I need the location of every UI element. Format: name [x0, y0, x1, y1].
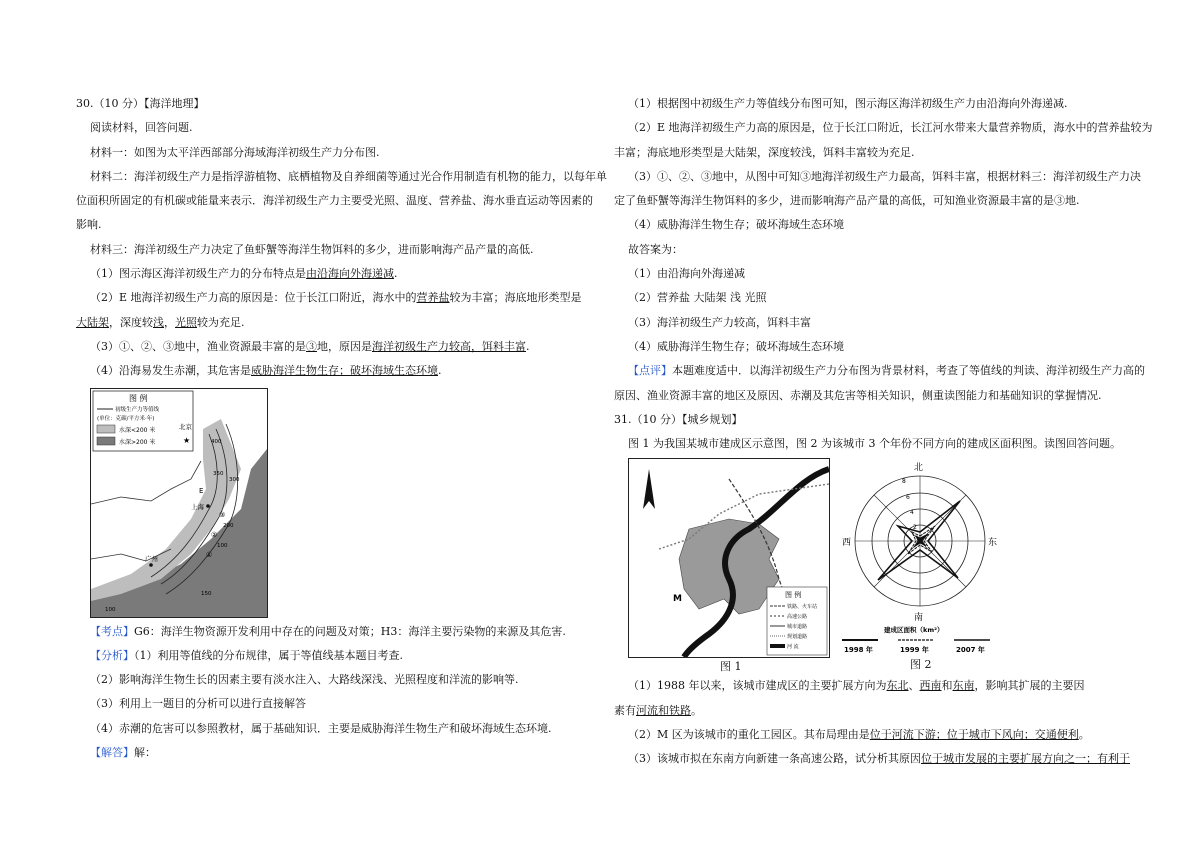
kaodian-tag: 【考点】: [90, 624, 134, 638]
question-31-heading: 31.（10 分）【城乡规划】: [614, 412, 743, 426]
e-point-label: E: [199, 486, 204, 495]
legend-road-label: 城市道路: [787, 624, 808, 631]
contour-label-300: 300: [229, 476, 240, 483]
legend-1999-label: 1999 年: [900, 646, 929, 655]
dianping-tag: 【点评】: [628, 364, 672, 378]
legend-deep-label: 水深>200 米: [119, 438, 156, 446]
m-district-label: M: [673, 594, 682, 605]
area-axis-label: 建成区面积（km²）: [884, 626, 944, 635]
city-map-svg: [629, 459, 829, 657]
figure-2-caption: 图 2: [910, 658, 932, 672]
legend-contour-label: 初级生产力等值线: [115, 406, 160, 413]
material-2-line-3: 影响.: [76, 218, 102, 232]
site-3-label: ③: [219, 510, 226, 519]
q31-part-3: （3）该城市拟在东南方向新建一条高速公路，试分析其原因位于城市发展的主要扩展方向之一；有利于: [628, 752, 1130, 766]
answer-3-line-1: （3）①、②、③地中，从图中可知③地海洋初级生产力最高，饵料丰富，根据材料三：海洋初级生产力决: [628, 169, 1141, 183]
contour-label-350: 350: [213, 470, 224, 477]
part-3: （3）①、②、③地中，渔业资源最丰富的是③地，原因是海洋初级生产力较高，饵料丰富.: [90, 339, 530, 353]
north-arrow-icon: [643, 469, 655, 509]
material-1: 材料一：如图为太平洋西部部分海域海洋初级生产力分布图.: [90, 145, 380, 159]
city-legend-title: 图 例: [785, 591, 802, 600]
tick-4: 4: [910, 509, 914, 517]
contour-label-100: 100: [105, 606, 116, 613]
kaodian: 【考点】G6：海洋生物资源开发利用中存在的问题及对策；H3：海洋主要污染物的来源及其危害.: [90, 624, 566, 638]
answer-blank: 海洋初级生产力较高，饵料丰富: [372, 339, 526, 353]
answer-blank: 光照: [175, 315, 197, 329]
shanghai-label: 上海: [191, 502, 204, 511]
legend-deep-swatch: [97, 437, 115, 445]
fenxi-3: （3）利用上一题目的分析可以进行直接解答: [90, 697, 306, 711]
q31-part-2: （2）M 区为该城市的重化工园区。其布局理由是位于河流下游；位于城市下风向；交通便利。: [628, 728, 1090, 742]
beijing-label: 北京: [179, 422, 192, 431]
fenxi-4: （4）赤潮的危害可以参照教材，属于基础知识．主要是威胁海洋生物生产和破坏海域生态环境.: [90, 721, 552, 735]
city-map-figure: [628, 458, 830, 658]
answer-blank: 河流和铁路: [636, 703, 691, 717]
contour-label-150: 150: [201, 590, 212, 597]
intro-text: 阅读材料，回答问题.: [90, 121, 193, 135]
contour-label-100: 100: [217, 542, 228, 549]
answer-blank: 浅: [153, 315, 164, 329]
legend-planned-label: 规划道路: [787, 634, 808, 641]
area-radar-figure: [840, 456, 1000, 666]
built-up-area: [679, 519, 779, 614]
legend-1998-label: 1998 年: [844, 646, 873, 655]
answer-blank: 位于河流下游；位于城市下风向；交通便利: [869, 728, 1079, 742]
answer-blank: 营养盐: [416, 291, 450, 305]
productivity-map: [90, 388, 268, 618]
contour-label-400: 400: [211, 438, 222, 445]
guangzhou-label: 广州: [145, 554, 158, 563]
site-2-label: ②: [211, 530, 218, 539]
answer-blank: ③: [306, 339, 317, 353]
answer-blank: 由沿海向外海递减: [306, 267, 394, 281]
answer-blank: 东北: [886, 679, 909, 693]
direction-west: 西: [842, 538, 852, 549]
productivity-map-svg: [91, 389, 267, 617]
material-3: 材料三：海洋初级生产力决定了鱼虾蟹等海洋生物饵料的多少，进而影响海产品产量的高低.: [90, 242, 534, 256]
part-2-cont: 大陆架，深度较浅，光照较为充足.: [76, 315, 245, 329]
jieda: 【解答】解：: [90, 746, 156, 760]
legend-shallow-swatch: [97, 425, 115, 433]
jieda-tag: 【解答】: [90, 746, 134, 760]
part-2: （2）E 地海洋初级生产力高的原因是：位于长江口附近，海水中的营养盐较为丰富；海底地形类型是: [90, 291, 582, 305]
final-answer-3: （3）海洋初级生产力较高，饵料丰富: [628, 315, 811, 329]
answer-2-line-1: （2）E 地海洋初级生产力高的原因是，位于长江口附近，长江河水带来大量营养物质，海水中的营养盐较为: [628, 121, 1153, 135]
legend-2007-label: 2007 年: [956, 646, 985, 655]
fenxi-tag: 【分析】: [90, 648, 134, 662]
direction-north: 北: [914, 463, 924, 474]
answer-blank: 西南: [919, 679, 942, 693]
guangzhou-dot: [149, 563, 153, 567]
answer-blank: 大陆架: [76, 315, 109, 329]
beijing-star: ★: [183, 435, 191, 445]
left-column: [76, 92, 607, 765]
right-column: [614, 92, 1153, 772]
dianping-cont: 原因、渔业资源丰富的地区及原因、赤潮及其危害等相关知识，侧重读图能力和基础知识的掌握情况.: [614, 388, 1102, 402]
question-31-intro: 图 1 为我国某城市建成区示意图，图 2 为该城市 3 个年份不同方向的建成区面积图。读图回答问题。: [628, 437, 1121, 451]
part-4: （4）沿海易发生赤潮，其危害是威胁海洋生物生存；破坏海域生态环境.: [90, 364, 442, 378]
answers-heading: 故答案为：: [628, 242, 683, 256]
final-answer-2: （2）营养盐 大陆架 浅 光照: [628, 291, 767, 305]
dianping: 【点评】本题难度适中．以海洋初级生产力分布图为背景材料，考查了等值线的判读、海洋初级生产力高的: [628, 364, 1145, 378]
q31-part-1-cont: 素有河流和铁路。: [614, 703, 702, 717]
final-answer-1: （1）由沿海向外海递减: [628, 267, 745, 281]
answer-blank: 位于城市发展的主要扩展方向之一；有利于: [921, 752, 1130, 766]
tick-8: 8: [902, 478, 906, 486]
answer-2-line-2: 丰富；海底地形类型是大陆架，深度较浅，饵料丰富较为充足.: [614, 145, 915, 159]
direction-south: 南: [914, 613, 924, 624]
shanghai-dot: [206, 504, 210, 508]
map-legend-title: 图 例: [129, 393, 148, 403]
answer-3-line-2: 定了鱼虾蟹等海洋生物饵料的多少，进而影响海产品产量的高低，可知渔业资源最丰富的是③地.: [614, 194, 1080, 208]
figure-1-caption: 图 1: [720, 660, 742, 674]
direction-east: 东: [988, 538, 998, 549]
answer-blank: 东南: [952, 679, 975, 693]
question-30-heading: 30.（10 分）【海洋地理】: [76, 97, 205, 110]
province-border: [91, 461, 204, 504]
material-2-line-2: 位面积所固定的有机碳或能量来表示．海洋初级生产力主要受光照、温度、营养盐、海水垂直运动等因素的: [76, 194, 593, 208]
q31-part-1: （1）1988 年以来，该城市建成区的主要扩展方向为东北、西南和东南，影响其扩展的主要因: [628, 679, 1085, 693]
figures-row: [628, 456, 1136, 674]
legend-river-label: 河 流: [787, 644, 799, 651]
answer-4: （4）威胁海洋生物生存；破坏海域生态环境: [628, 218, 844, 232]
legend-highway-label: 高速公路: [787, 614, 808, 621]
fenxi-2: （2）影响海洋生物生长的因素主要有淡水注入、大路线深浅、光照程度和洋流的影响等.: [90, 673, 519, 687]
tick-6: 6: [906, 494, 910, 502]
legend-unit-label: (单位：克碳/平方米·年): [97, 415, 155, 422]
area-radar-svg: [840, 456, 1000, 656]
contour-label-200: 200: [223, 522, 234, 529]
answer-1: （1）根据图中初级生产力等值线分布图可知，图示海区海洋初级生产力由沿海向外海递减.: [628, 97, 1068, 110]
part-1: （1）图示海区海洋初级生产力的分布特点是由沿海向外海递减.: [90, 267, 398, 281]
site-1-label: ①: [206, 550, 213, 559]
material-2-line-1: 材料二：海洋初级生产力是指浮游植物、底栖植物及自养细菌等通过光合作用制造有机物的能力，以每年单: [90, 169, 607, 183]
legend-shallow-label: 水深<200 米: [119, 426, 156, 434]
fenxi-1: 【分析】（1）利用等值线的分布规律，属于等值线基本题目考查.: [90, 648, 403, 662]
legend-rail-label: 铁路、火车站: [787, 604, 818, 611]
answer-blank: 威胁海洋生物生存；破坏海域生态环境: [251, 364, 438, 378]
final-answer-4: （4）威胁海洋生物生存；破坏海域生态环境: [628, 339, 844, 353]
tick-2: 2: [913, 524, 917, 532]
